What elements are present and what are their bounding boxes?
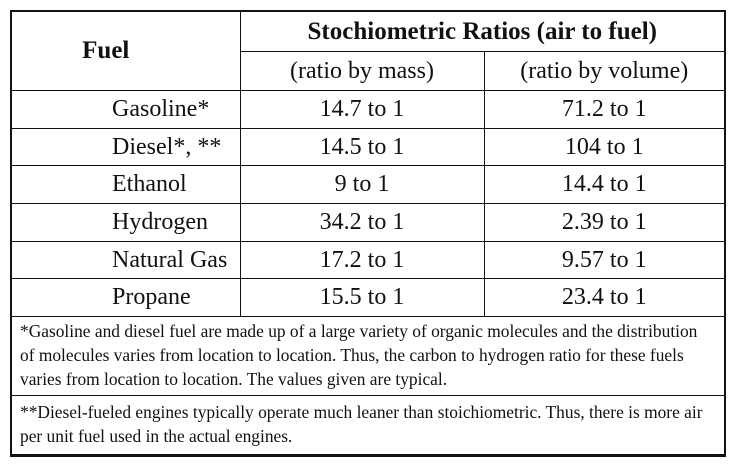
- ratio-table-frame: [10, 10, 726, 457]
- mass-ratio-cell: 17.2 to 1: [240, 241, 484, 279]
- footnote-row: [12, 396, 724, 455]
- mass-ratio-cell: 14.7 to 1: [240, 91, 484, 129]
- mass-ratio-cell: 14.5 to 1: [240, 128, 484, 166]
- table-row: [12, 91, 724, 129]
- footnote-diesel-lean: **Diesel-fueled engines typically operate much leaner than stoichiometric. Thus, there is more air per unit fuel used in the actual engines.: [12, 396, 724, 455]
- table-row: [12, 204, 724, 242]
- volume-ratio-cell: 23.4 to 1: [484, 279, 724, 317]
- fuel-name-cell: Ethanol: [12, 166, 240, 204]
- fuel-name-cell: Diesel*, **: [12, 128, 240, 166]
- volume-ratio-cell: 71.2 to 1: [484, 91, 724, 129]
- ratios-group-header: Stochiometric Ratios (air to fuel): [240, 12, 724, 52]
- fuel-name-cell: Propane: [12, 279, 240, 317]
- table-row: [12, 241, 724, 279]
- volume-ratio-cell: 104 to 1: [484, 128, 724, 166]
- mass-ratio-cell: 34.2 to 1: [240, 204, 484, 242]
- volume-ratio-cell: 2.39 to 1: [484, 204, 724, 242]
- fuel-name-cell: Hydrogen: [12, 204, 240, 242]
- fuel-name-cell: Gasoline*: [12, 91, 240, 129]
- mass-ratio-cell: 15.5 to 1: [240, 279, 484, 317]
- footnote-gasoline-diesel: *Gasoline and diesel fuel are made up of a large variety of organic molecules and the distribution of molecules varies from location to location. Thus, the carbon to hydrogen ratio for these fuels varies from location to location. The values given are typical.: [12, 317, 724, 396]
- mass-column-header: (ratio by mass): [240, 52, 484, 91]
- stoichiometric-ratio-table: [12, 12, 724, 455]
- footnote-row: [12, 317, 724, 396]
- volume-ratio-cell: 14.4 to 1: [484, 166, 724, 204]
- table-row: [12, 166, 724, 204]
- volume-ratio-cell: 9.57 to 1: [484, 241, 724, 279]
- volume-column-header: (ratio by volume): [484, 52, 724, 91]
- fuel-name-cell: Natural Gas: [12, 241, 240, 279]
- fuel-column-header: Fuel: [12, 12, 240, 91]
- table-row: [12, 279, 724, 317]
- mass-ratio-cell: 9 to 1: [240, 166, 484, 204]
- header-row-top: [12, 12, 724, 52]
- table-row: [12, 128, 724, 166]
